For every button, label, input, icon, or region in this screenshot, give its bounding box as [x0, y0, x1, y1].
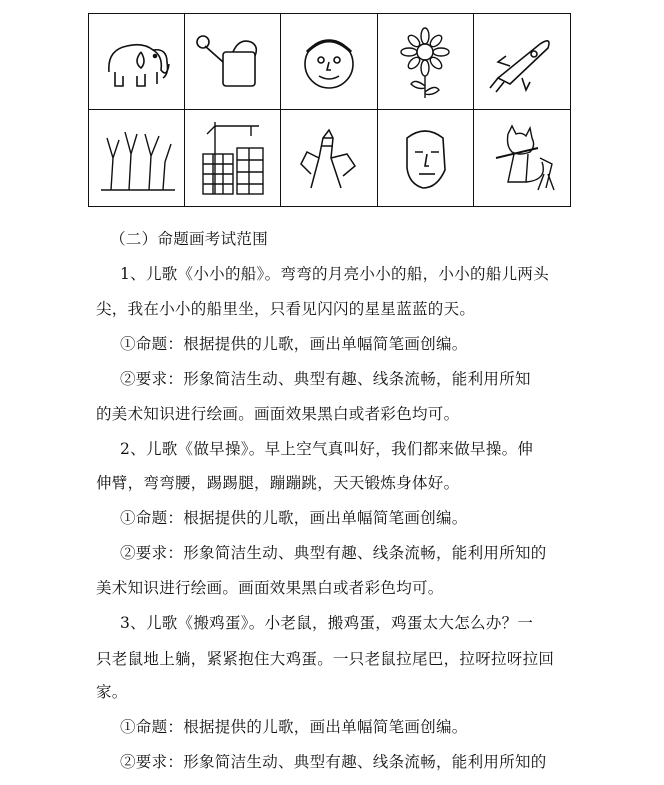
prompt-line: ①命题：根据提供的儿歌，画出单幅简笔画创编。: [120, 509, 468, 527]
song-1-line: 尖，我在小小的船里坐，只看见闪闪的星星蓝蓝的天。: [96, 300, 476, 318]
grid-cell: [378, 110, 474, 206]
grid-cell: [281, 14, 377, 110]
elephant-icon: [97, 22, 177, 102]
grid-cell: [185, 14, 281, 110]
grid-cell: [281, 110, 377, 206]
grid-cell: [89, 110, 185, 206]
cat-icon: [482, 118, 562, 198]
requirement-line: 美术知识进行绘画。画面效果黑白或者彩色均可。: [96, 579, 444, 597]
trees-icon: [97, 118, 177, 198]
requirement-line: ②要求：形象简洁生动、典型有趣、线条流畅，能利用所知的: [120, 544, 547, 562]
song-1-line: 1、儿歌《小小的船》。弯弯的月亮小小的船，小小的船儿两头: [120, 265, 550, 283]
grid-cell: [474, 110, 570, 206]
grid-cell: [89, 14, 185, 110]
song-3-line: 3、儿歌《搬鸡蛋》。小老鼠，搬鸡蛋，鸡蛋太大怎么办？一: [120, 614, 534, 632]
requirement-line: 的美术知识进行绘画。画面效果黑白或者彩色均可。: [96, 405, 460, 423]
requirement-line: ②要求：形象简洁生动、典型有趣、线条流畅，能利用所知的: [120, 753, 547, 771]
sunflower-icon: [385, 22, 465, 102]
face-icon: [289, 22, 369, 102]
song-2-line: 2、儿歌《做早操》。早上空气真叫好，我们都来做早操。伸: [120, 440, 534, 458]
rocket-icon: [482, 22, 562, 102]
sketch-image-grid: [88, 13, 571, 207]
prompt-line: ①命题：根据提供的儿歌，画出单幅简笔画创编。: [120, 718, 468, 736]
grid-cell: [185, 110, 281, 206]
song-3-line: 家。: [96, 683, 128, 701]
grid-cell: [474, 14, 570, 110]
building-icon: [193, 118, 273, 198]
prompt-line: ①命题：根据提供的儿歌，画出单幅简笔画创编。: [120, 335, 468, 353]
face-icon: [385, 118, 465, 198]
hands-icon: [289, 118, 369, 198]
song-2-line: 伸臂，弯弯腰，踢踢腿，蹦蹦跳，天天锻炼身体好。: [96, 474, 460, 492]
requirement-line: ②要求：形象简洁生动、典型有趣、线条流畅，能利用所知: [120, 370, 531, 388]
watering-can-icon: [193, 22, 273, 102]
grid-cell: [378, 14, 474, 110]
song-3-line: 只老鼠地上躺，紧紧抱住大鸡蛋。一只老鼠拉尾巴，拉呀拉呀拉回: [96, 650, 555, 668]
section-heading: （二）命题画考试范围: [110, 230, 269, 248]
